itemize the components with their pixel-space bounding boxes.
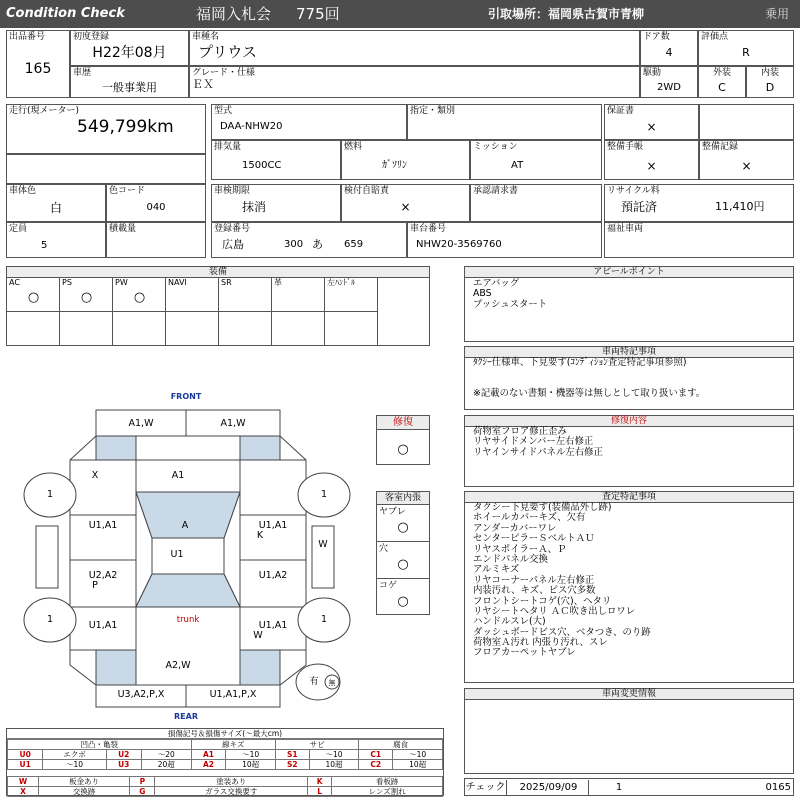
left-side-window xyxy=(36,526,58,588)
note-line: フロントシートコゲ(穴)、ヘタリ xyxy=(473,595,612,607)
exterior-value: C xyxy=(718,81,726,94)
equipment-item-label: PW xyxy=(115,278,128,287)
manual-cell xyxy=(604,140,699,180)
note-line: センターピラーＳベルトＡＵ xyxy=(473,533,595,545)
color-code-value: 040 xyxy=(146,202,166,213)
tire-rear-left-value: 1 xyxy=(46,614,54,625)
legend-desc: 10超 xyxy=(226,760,276,770)
front-left-door-damage: U1,A1 xyxy=(88,520,118,531)
condition-check-title: Condition Check xyxy=(6,6,125,21)
color-code-cell xyxy=(106,184,206,222)
equipment-item-blank xyxy=(272,312,325,345)
note-line: アルミキズ xyxy=(473,564,520,576)
legend-desc: 20超 xyxy=(141,760,191,770)
legend-title: 損傷記号＆損傷サイズ(～最大cm) xyxy=(7,729,443,739)
legend-desc: エクボ xyxy=(43,750,106,760)
legend-group-corrosion: 腐食 xyxy=(359,740,443,750)
inspection-notes-title: 査定特記事項 xyxy=(465,492,793,503)
displacement-cell xyxy=(211,140,341,180)
note-line: ﾀｸｼｰ仕様車、下見要す(ｺﾝﾃﾞｨｼｮﾝ査定特記事項参照) xyxy=(473,357,687,368)
spare-yes-label: 有 xyxy=(309,677,319,687)
appeal-section xyxy=(464,266,794,342)
lot-label: 出品番号 xyxy=(9,32,46,42)
model-label: 車種名 xyxy=(192,32,220,42)
legend-desc: 板金あり xyxy=(39,777,130,787)
note-line: リヤシートヘタリ ＡＣ吹き出しロワレ xyxy=(473,605,636,617)
center-damage: A xyxy=(181,520,189,531)
rear-right-door-damage: U1,A2 xyxy=(258,570,288,581)
legend-desc: ～20 xyxy=(141,750,191,760)
displacement-label: 排気量 xyxy=(214,142,242,152)
capacity-value: 5 xyxy=(41,240,48,251)
appeal-lines xyxy=(473,279,547,310)
note-line: ホイールカバーキズ、欠有 xyxy=(473,512,586,524)
front-left-glass xyxy=(96,436,136,460)
grade-label: グレード・仕様 xyxy=(192,68,256,78)
insurance-value: × xyxy=(400,200,411,214)
record-label: 整備記録 xyxy=(702,142,739,152)
special-notes-section xyxy=(464,346,794,410)
note-line: アンダーカバーワレ xyxy=(473,522,557,534)
legend-desc: 10超 xyxy=(309,760,359,770)
rear-center-damage: A2,W xyxy=(165,660,191,671)
mission-cell xyxy=(470,140,602,180)
front-right-door-damage-2: K xyxy=(256,530,264,541)
mileage-value: 549,799km xyxy=(77,117,174,137)
front-right-door-damage: U1,A1 xyxy=(258,520,288,531)
first-reg-label: 初度登録 xyxy=(73,32,110,42)
legend-desc: 10超 xyxy=(393,760,443,770)
header-bar xyxy=(0,0,800,28)
legend-desc: ～10 xyxy=(226,750,276,760)
note-line: 内装汚れ、キズ、ビス穴多数 xyxy=(473,585,596,597)
approval-cell xyxy=(470,184,602,222)
check-row xyxy=(464,778,794,796)
front-bumper-right-damage: A1,W xyxy=(220,418,246,429)
legend-group-scratch: 線キズ xyxy=(191,740,275,750)
rating-value: R xyxy=(742,46,750,59)
check-count: 1 xyxy=(615,782,623,793)
reg-area: 広島 xyxy=(222,238,244,251)
legend-code: U1 xyxy=(8,760,43,770)
note-line xyxy=(473,368,705,378)
rear-label: REAR xyxy=(174,712,198,721)
note-line: フロアカーペットヤブレ xyxy=(473,647,576,659)
legend-desc: ～10 xyxy=(43,760,106,770)
equipment-title: 装備 xyxy=(7,267,429,278)
inspection-cell xyxy=(211,184,341,222)
legend-code: C2 xyxy=(359,760,393,770)
manual-value: × xyxy=(646,159,657,173)
legend-desc: ガラス交換要す xyxy=(155,787,308,797)
changes-title: 車両変更情報 xyxy=(465,689,793,700)
legend-desc: ～10 xyxy=(309,750,359,760)
repair-content-lines xyxy=(473,427,603,458)
repair-box xyxy=(376,415,430,465)
welfare-cell xyxy=(604,222,794,258)
note-line: プッシュスタート xyxy=(473,298,548,310)
drive-cell xyxy=(640,66,698,98)
legend-table xyxy=(7,739,443,770)
equipment-item xyxy=(219,278,272,312)
damage-legend xyxy=(6,728,444,796)
reg-number-cell xyxy=(211,222,407,258)
legend-code: S2 xyxy=(275,760,309,770)
capacity-label: 定員 xyxy=(9,224,28,234)
note-line: エアバッグ xyxy=(473,278,520,289)
reg-kana: あ xyxy=(312,238,323,251)
grade-value: ＥＸ xyxy=(192,78,214,91)
grade-cell xyxy=(189,66,640,98)
legend-code: G xyxy=(130,787,155,797)
recycle-status: 預託済 xyxy=(621,200,658,214)
equipment-item xyxy=(60,278,113,312)
changes-section xyxy=(464,688,794,774)
cabin-burn-label: コゲ xyxy=(379,581,398,591)
recycle-fee: 11,410円 xyxy=(715,200,765,213)
hood-center-damage: A1 xyxy=(171,470,185,481)
equipment-item-label: AC xyxy=(9,278,20,287)
legend-code: C1 xyxy=(359,750,393,760)
rear-left-quarter-damage: U1,A1 xyxy=(88,620,118,631)
rear-right-quarter-damage-2: W xyxy=(253,630,263,641)
fuel-label: 燃料 xyxy=(344,142,363,152)
load-label: 積載量 xyxy=(109,224,137,234)
exterior-cell xyxy=(698,66,746,98)
trunk-label: trunk xyxy=(176,615,200,625)
check-date: 2025/09/09 xyxy=(509,780,589,796)
repair-box-value: ○ xyxy=(397,442,409,457)
note-line: ダッシュボードビス穴、ベタつき、のり跡 xyxy=(473,626,651,638)
repair-content-section xyxy=(464,415,794,487)
recycle-cell xyxy=(604,184,794,222)
legend-code: U3 xyxy=(106,760,141,770)
equipment-item xyxy=(166,278,219,312)
mileage-label: 走行(現メーター) xyxy=(9,106,80,116)
equipment-item-label: PS xyxy=(62,278,72,287)
equipment-item xyxy=(7,278,60,312)
interior-label: 内装 xyxy=(761,68,780,78)
exterior-label: 外装 xyxy=(713,68,732,78)
rear-right-quarter-damage: U1,A1 xyxy=(258,620,288,631)
equipment-item-label: 左ﾊﾝﾄﾞﾙ xyxy=(327,278,355,287)
chassis-value: NHW20-3569760 xyxy=(416,239,502,250)
recycle-label: リサイクル料 xyxy=(607,186,660,196)
right-window-damage: W xyxy=(318,539,328,550)
front-bumper-left-damage: A1,W xyxy=(128,418,154,429)
legend-desc: レンズ割れ xyxy=(332,787,443,797)
special-notes-title: 車両特記事項 xyxy=(465,347,793,358)
tire-rear-right-value: 1 xyxy=(320,614,328,625)
tire-front-right-value: 1 xyxy=(320,489,328,500)
legend-group-rust: サビ xyxy=(275,740,358,750)
history-label: 車歴 xyxy=(73,68,92,78)
model-cell xyxy=(189,30,640,66)
vehicle-category: 乗用 xyxy=(765,7,790,21)
auction-number: 775回 xyxy=(296,5,340,23)
warranty-extra-cell xyxy=(699,104,794,140)
equipment-item-blank xyxy=(166,312,219,345)
rear-left-glass xyxy=(96,650,136,685)
legend-code: S1 xyxy=(275,750,309,760)
drive-label: 駆動 xyxy=(643,68,662,78)
doors-value: 4 xyxy=(665,46,673,59)
note-line: エンドパネル交換 xyxy=(473,553,548,565)
warranty-label: 保証書 xyxy=(607,106,635,116)
mission-label: ミッション xyxy=(473,142,518,152)
capacity-cell xyxy=(6,222,106,258)
cabin-tear-value: ○ xyxy=(397,520,409,535)
inspection-label: 車検期限 xyxy=(214,186,251,196)
special-notes-lines xyxy=(473,358,705,400)
note-line: タクシー下見要す(装備品外し跡) xyxy=(473,502,612,513)
front-right-glass xyxy=(240,436,280,460)
legend-desc: ～10 xyxy=(393,750,443,760)
doors-cell xyxy=(640,30,698,66)
equipment-item-blank xyxy=(219,312,272,345)
type-label: 型式 xyxy=(214,106,233,116)
check-code: 0165 xyxy=(765,782,791,793)
record-value: × xyxy=(741,159,752,173)
displacement-value: 1500CC xyxy=(242,160,282,171)
legend-code: L xyxy=(308,787,332,797)
history-value: 一般事業用 xyxy=(102,81,157,94)
hood-left-damage: X xyxy=(91,470,99,481)
legend-code: A1 xyxy=(191,750,226,760)
equipment-item xyxy=(113,278,166,312)
inspection-value: 抹消 xyxy=(242,200,267,214)
record-cell xyxy=(699,140,794,180)
rear-right-glass xyxy=(240,650,280,685)
auction-name: 福岡入札会 xyxy=(196,5,272,23)
interior-value: D xyxy=(765,81,775,94)
first-reg-cell xyxy=(70,30,189,66)
note-line: 荷物室Ａ汚れ 内張り汚れ、スレ xyxy=(473,637,608,649)
note-line: リヤコーナーパネル左右修正 xyxy=(473,574,595,586)
lot-cell xyxy=(6,30,70,98)
drive-value: 2WD xyxy=(657,82,681,93)
note-line: ABS xyxy=(473,288,492,300)
equipment-item-label: SR xyxy=(221,278,232,287)
legend-code: A2 xyxy=(191,760,226,770)
equipment-item xyxy=(325,278,378,312)
equipment-item-blank xyxy=(325,312,378,345)
fuel-cell xyxy=(341,140,470,180)
type-value: DAA-NHW20 xyxy=(220,121,283,132)
rating-label: 評価点 xyxy=(701,32,729,42)
cabin-hole-value: ○ xyxy=(397,557,409,572)
model-value: プリウス xyxy=(198,43,257,61)
rear-left-door-damage-2: P xyxy=(92,580,98,591)
lot-number: 165 xyxy=(24,61,52,77)
rear-glass xyxy=(136,574,240,607)
equipment-item-blank xyxy=(113,312,166,345)
reg-number-label: 登録番号 xyxy=(214,224,251,234)
legend-table-2 xyxy=(7,776,443,797)
legend-code: X xyxy=(8,787,39,797)
rear-left-door-damage: U2,A2 xyxy=(88,570,118,581)
cabin-burn-value: ○ xyxy=(397,594,409,609)
equipment-item-label: 革 xyxy=(274,278,282,287)
color-value: 白 xyxy=(49,201,62,215)
designation-cell xyxy=(407,104,602,140)
appeal-title: アピールポイント xyxy=(465,267,793,278)
reg-class: 300 xyxy=(284,239,304,250)
note-line: ※記載のない書類・機器等は無しとして取り扱います。 xyxy=(473,388,706,400)
manual-label: 整備手帳 xyxy=(607,142,644,152)
equipment-item-blank xyxy=(7,312,60,345)
interior-cell xyxy=(746,66,794,98)
rating-cell xyxy=(698,30,794,66)
right-side-window xyxy=(312,526,334,588)
roof-damage: U1 xyxy=(170,549,184,560)
equipment-item-label: NAVI xyxy=(168,278,187,287)
spare-no-label: 無 xyxy=(328,679,336,687)
cabin-hole-label: 穴 xyxy=(379,544,389,554)
mission-value: AT xyxy=(511,160,524,171)
legend-code: W xyxy=(8,777,39,787)
warranty-value: × xyxy=(646,120,657,134)
legend-code: P xyxy=(130,777,155,787)
pickup-location: 引取場所：福岡県古賀市青柳 xyxy=(488,7,645,21)
tire-front-left-value: 1 xyxy=(46,489,54,500)
mileage-cell xyxy=(6,104,206,154)
equipment-item-value: ○ xyxy=(27,290,40,305)
equipment-item-blank xyxy=(60,312,113,345)
repair-content-title: 修復内容 xyxy=(465,416,793,427)
history-cell xyxy=(70,66,189,98)
chassis-cell xyxy=(407,222,602,258)
insurance-label: 検付自賠責 xyxy=(344,186,390,196)
equipment-section xyxy=(6,266,430,346)
fuel-value: ｶﾞｿﾘﾝ xyxy=(382,160,407,171)
load-cell xyxy=(106,222,206,258)
legend-desc: 看板跡 xyxy=(332,777,443,787)
note-line: リヤスポイラーＡ、Ｐ xyxy=(473,543,567,555)
color-label: 車体色 xyxy=(9,186,37,196)
note-line: 荷物室フロア修正歪み xyxy=(473,426,567,437)
note-line: リヤサイドメンバー左右修正 xyxy=(473,436,594,448)
front-label: FRONT xyxy=(170,392,202,401)
insurance-cell xyxy=(341,184,470,222)
cabin-box xyxy=(376,491,430,615)
cabin-box-title: 客室内張 xyxy=(377,492,429,505)
repair-box-title: 修復 xyxy=(377,416,429,430)
warranty-cell xyxy=(604,104,699,140)
note-line: ハンドルスレ(大) xyxy=(473,616,546,628)
mileage-extra-cell xyxy=(6,154,206,184)
note-line: リヤインサイドパネル左右修正 xyxy=(473,446,603,458)
legend-code: U0 xyxy=(8,750,43,760)
type-cell xyxy=(211,104,407,140)
inspection-notes-lines xyxy=(473,503,651,659)
check-label: チェック xyxy=(465,780,507,796)
legend-desc: 交換跡 xyxy=(39,787,130,797)
approval-label: 承認請求書 xyxy=(473,186,519,196)
equipment-grid xyxy=(7,278,429,345)
legend-code: U2 xyxy=(106,750,141,760)
doors-label: ドア数 xyxy=(643,32,670,42)
equipment-item xyxy=(272,278,325,312)
chassis-label: 車台番号 xyxy=(410,224,447,234)
legend-group-dent: 凹凸・亀裂 xyxy=(8,740,192,750)
cabin-tear-label: ヤブレ xyxy=(379,507,406,517)
reg-num: 659 xyxy=(344,239,364,250)
inspection-notes-section xyxy=(464,491,794,683)
designation-label: 指定・類別 xyxy=(410,106,456,116)
legend-code: K xyxy=(308,777,332,787)
equipment-item-value: ○ xyxy=(133,290,146,305)
equipment-item-value: ○ xyxy=(80,290,93,305)
rear-bumper-left-damage: U3,A2,P,X xyxy=(117,689,165,700)
welfare-label: 福祉車両 xyxy=(607,224,644,234)
first-reg-value: H22年08月 xyxy=(92,45,167,61)
color-code-label: 色コード xyxy=(109,186,146,196)
rear-bumper-right-damage: U1,A1,P,X xyxy=(209,689,257,700)
legend-desc: 塗装あり xyxy=(155,777,308,787)
color-cell xyxy=(6,184,106,222)
